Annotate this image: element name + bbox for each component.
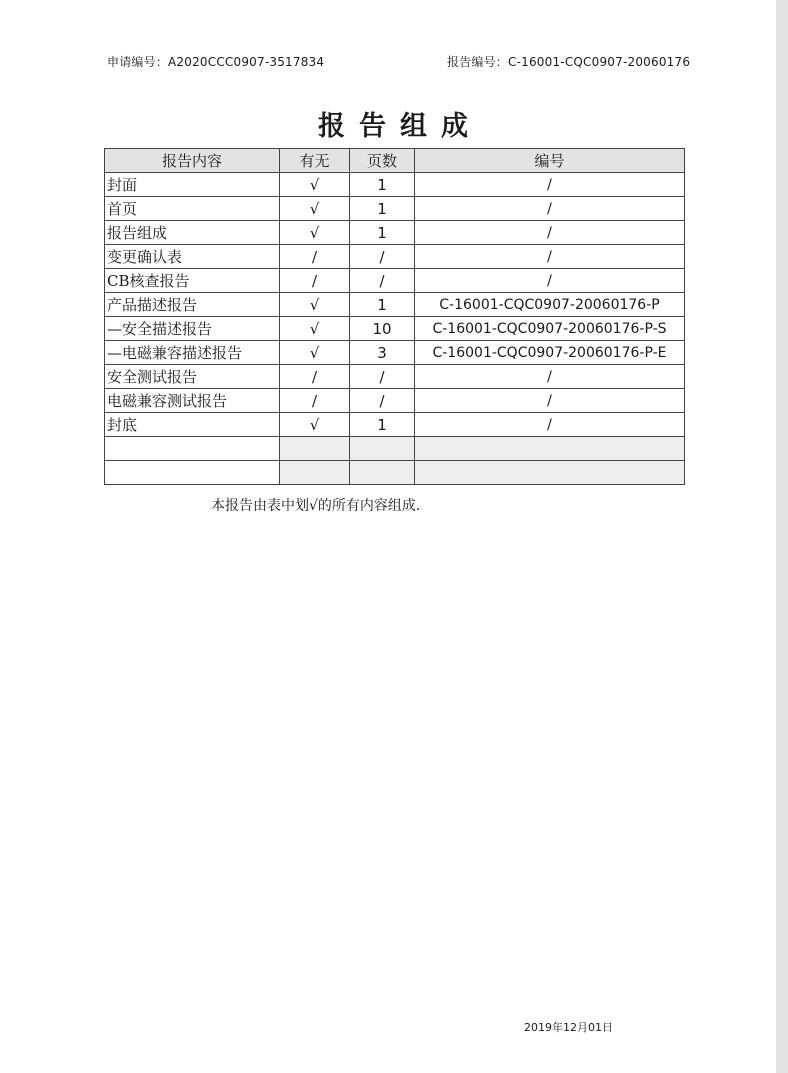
- table-row: [105, 317, 685, 341]
- row-code: /: [415, 197, 685, 221]
- row-pages: 1: [350, 173, 415, 197]
- page-title: 报告组成: [318, 111, 482, 142]
- row-present: √: [280, 221, 350, 245]
- empty-cell: [415, 461, 685, 485]
- page-edge: [776, 0, 788, 1073]
- row-pages: 10: [350, 317, 415, 341]
- report-number-label: 报告编号：: [447, 55, 509, 69]
- row-pages: 1: [350, 293, 415, 317]
- row-present: √: [280, 197, 350, 221]
- row-code: C-16001-CQC0907-20060176-P-E: [415, 341, 685, 365]
- application-number-value: A2020CCC0907-3517834: [168, 55, 325, 69]
- row-code: /: [415, 413, 685, 437]
- report-number: [447, 53, 690, 70]
- column-header-present: 有无: [280, 149, 350, 173]
- report-composition-table: [104, 148, 685, 485]
- row-code: /: [415, 221, 685, 245]
- table-footnote: 本报告由表中划√的所有内容组成.: [211, 498, 421, 514]
- table-row: [105, 173, 685, 197]
- row-code: /: [415, 245, 685, 269]
- row-present: /: [280, 389, 350, 413]
- row-content: 首页: [105, 197, 280, 221]
- row-content: 封面: [105, 173, 280, 197]
- row-content: 产品描述报告: [105, 293, 280, 317]
- issue-date: 2019年12月01日: [524, 1021, 613, 1034]
- row-present: /: [280, 269, 350, 293]
- column-header-pages: 页数: [350, 149, 415, 173]
- row-code: /: [415, 173, 685, 197]
- table-row: [105, 365, 685, 389]
- table-row: [105, 269, 685, 293]
- application-number-label: 申请编号：: [107, 55, 169, 69]
- row-pages: 1: [350, 221, 415, 245]
- empty-cell: [105, 461, 280, 485]
- row-code: /: [415, 389, 685, 413]
- table-header-row: [105, 149, 685, 173]
- row-content: 报告组成: [105, 221, 280, 245]
- row-present: /: [280, 365, 350, 389]
- row-content: 电磁兼容测试报告: [105, 389, 280, 413]
- table-row: [105, 245, 685, 269]
- row-pages: /: [350, 365, 415, 389]
- column-header-content: 报告内容: [105, 149, 280, 173]
- row-present: √: [280, 293, 350, 317]
- report-number-value: C-16001-CQC0907-20060176: [508, 55, 691, 69]
- row-content: 安全测试报告: [105, 365, 280, 389]
- row-present: /: [280, 245, 350, 269]
- row-present: √: [280, 413, 350, 437]
- empty-cell: [280, 437, 350, 461]
- row-pages: 3: [350, 341, 415, 365]
- row-content: —安全描述报告: [105, 317, 280, 341]
- empty-cell: [350, 437, 415, 461]
- row-content: CB核查报告: [105, 269, 280, 293]
- empty-cell: [350, 461, 415, 485]
- table-row: [105, 293, 685, 317]
- table-row-empty: [105, 461, 685, 485]
- row-present: √: [280, 341, 350, 365]
- row-code: /: [415, 365, 685, 389]
- table-row: [105, 413, 685, 437]
- table-row: [105, 221, 685, 245]
- column-header-code: 编号: [415, 149, 685, 173]
- row-code: /: [415, 269, 685, 293]
- empty-cell: [415, 437, 685, 461]
- table-row: [105, 197, 685, 221]
- table-row: [105, 341, 685, 365]
- table-row: [105, 389, 685, 413]
- empty-cell: [105, 437, 280, 461]
- table-row-empty: [105, 437, 685, 461]
- row-pages: 1: [350, 197, 415, 221]
- row-pages: /: [350, 269, 415, 293]
- row-content: —电磁兼容描述报告: [105, 341, 280, 365]
- row-content: 封底: [105, 413, 280, 437]
- row-pages: /: [350, 389, 415, 413]
- application-number: [107, 53, 324, 70]
- row-present: √: [280, 173, 350, 197]
- row-pages: 1: [350, 413, 415, 437]
- row-code: C-16001-CQC0907-20060176-P-S: [415, 317, 685, 341]
- row-present: √: [280, 317, 350, 341]
- empty-cell: [280, 461, 350, 485]
- row-content: 变更确认表: [105, 245, 280, 269]
- row-code: C-16001-CQC0907-20060176-P: [415, 293, 685, 317]
- row-pages: /: [350, 245, 415, 269]
